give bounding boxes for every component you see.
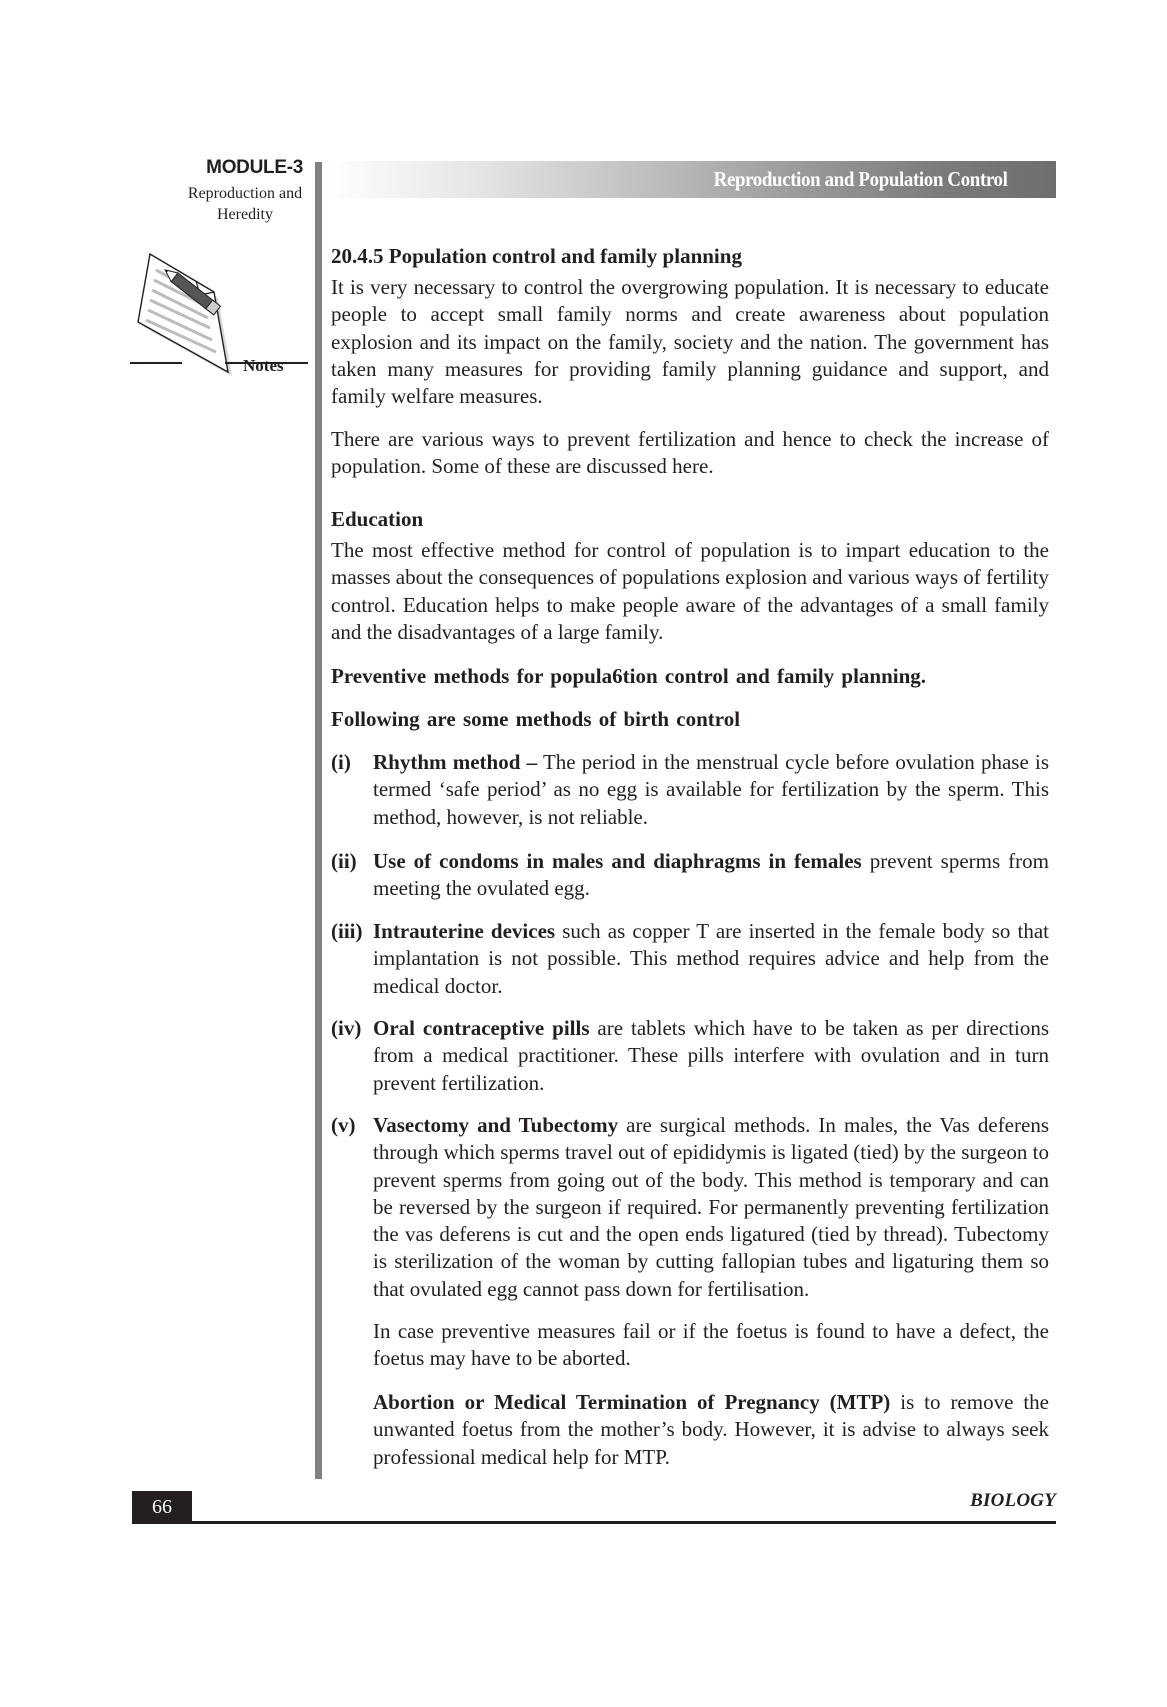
footer-rule [132,1521,1056,1524]
module-label: MODULE-3 [206,157,303,178]
abortion-intro-paragraph: In case preventive measures fail or if the foetus is found to have a defect, the foetus may have to be aborted. [373,1319,1049,1371]
preventive-heading: Preventive methods for popula6tion control and family planning. [331,664,927,688]
method-text: are surgical methods. In males, the Vas deferens through which sperms travel out of epididymis is ligated (tied) by the surgeon to prevent sperms from going out of the body. This method is temporary and can be reversed by the surgeon if required. For permanently preventing fertilization the vas deferens is cut and the open ends ligatured (tied by thread). Tubectomy is sterilization of the woman by cutting fallopian tubes and ligaturing them so that ovulated egg cannot pass down for fertilisation. [373,1113,1049,1301]
method-marker: (iii) [331,919,363,943]
module-subtitle-line1: Reproduction and [187,185,303,202]
ways-paragraph: There are various ways to prevent fertilization and hence to check the increase of population. Some of these are discussed here. [331,427,1049,479]
methods-heading: Following are some methods of birth control [331,707,741,731]
method-marker: (i) [331,750,351,774]
method-item [331,749,1049,831]
mtp-text: is to remove the unwanted foetus from the mother’s body. However, it is advise to always seek professional medical help for MTP. [373,1390,1050,1469]
module-subtitle [180,183,310,225]
method-item [331,918,1049,1000]
method-text: such as copper T are inserted in the female body so that implantation is not possible. This method requires advice and help from the medical doctor. [373,919,1049,998]
page-number: 66 [132,1491,192,1524]
notes-label: Notes [243,356,284,375]
method-text: are tablets which have to be taken as per directions from a medical practitioner. These pills interfere with ovulation and in turn prevent fertilization. [373,1016,1049,1095]
intro-paragraph: It is very necessary to control the overgrowing population. It is necessary to educate people to accept small family norms and create awareness about population explosion and its impact on the family, society and the nation. The government has taken many measures for providing family planning guidance and support, and family welfare measures. [331,275,1049,409]
education-heading: Education [331,507,424,531]
method-marker: (iv) [331,1016,362,1040]
method-marker: (v) [331,1113,356,1137]
method-text: The period in the menstrual cycle before ovulation phase is termed ‘safe period’ as no egg is available for fertilization by the sperm. This method, however, is not reliable. [373,750,1049,829]
chapter-title: Reproduction and Population Control [714,167,1008,191]
module-subtitle-line2: Heredity [217,206,273,223]
chapter-header-band [327,161,1056,198]
mtp-paragraph [373,1389,1049,1471]
method-item [331,1112,1049,1303]
margin-divider [315,162,322,1479]
method-title: Intrauterine devices [373,919,556,943]
section-heading: 20.4.5 Population control and family planning [331,244,742,268]
method-marker: (ii) [331,849,357,873]
method-item [331,1015,1049,1097]
mtp-title: Abortion or Medical Termination of Pregnancy (MTP) [373,1390,891,1414]
method-title: Use of condoms in males and diaphragms in females [373,849,862,873]
method-text: prevent sperms from meeting the ovulated egg. [373,849,1049,901]
education-paragraph: The most effective method for control of population is to impart education to the masses about the consequences of populations explosion and various ways of fertility control. Education helps to make people aware of the advantages of a small family and the disadvantages of a large family. [331,538,1049,644]
method-title: Vasectomy and Tubectomy [373,1113,619,1137]
method-title: Rhythm method – [373,750,538,774]
method-title: Oral contraceptive pills [373,1016,590,1040]
method-item [331,848,1049,903]
subject-label: BIOLOGY [970,1490,1056,1511]
